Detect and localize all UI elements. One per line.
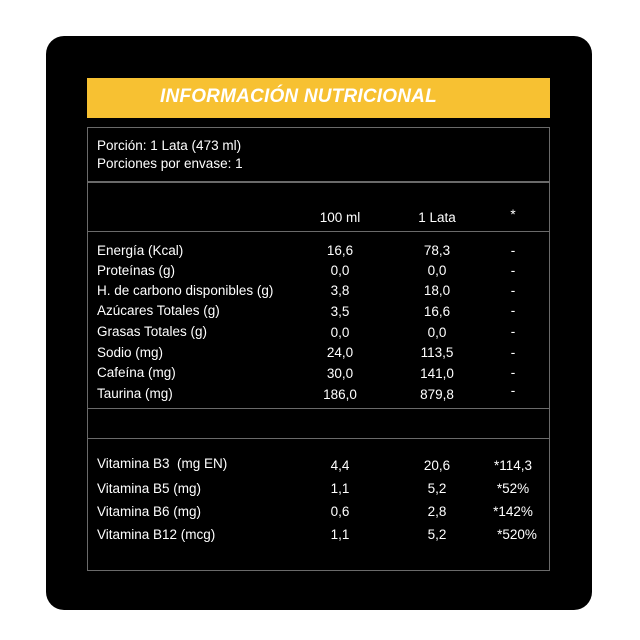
vitamin-per-can: 20,6 xyxy=(423,458,451,473)
nutrient-daily-value: - xyxy=(510,283,516,298)
vitamin-per-100ml: 0,6 xyxy=(330,504,350,519)
vitamin-per-100ml: 4,4 xyxy=(330,458,350,473)
nutrient-name: H. de carbono disponibles (g) xyxy=(97,283,274,298)
column-header-daily-value: * xyxy=(510,207,516,222)
vitamin-per-can: 2,8 xyxy=(427,504,447,519)
vitamin-daily-value: *520% xyxy=(497,527,537,542)
serving-portion: Porción: 1 Lata (473 ml) xyxy=(97,138,242,153)
nutrient-per-can: 78,3 xyxy=(423,243,451,258)
vitamin-per-100ml: 1,1 xyxy=(330,527,350,542)
nutrient-name: Sodio (mg) xyxy=(97,345,164,360)
serving-per-package: Porciones por envase: 1 xyxy=(97,156,243,171)
nutrient-per-can: 0,0 xyxy=(427,263,447,278)
vitamin-daily-value: *114,3 xyxy=(493,458,533,473)
vitamin-per-can: 5,2 xyxy=(427,481,447,496)
spacer-box xyxy=(87,408,550,439)
nutrient-per-can: 113,5 xyxy=(420,345,454,360)
nutrient-name: Taurina (mg) xyxy=(97,386,173,401)
nutrient-daily-value: - xyxy=(510,345,516,360)
nutrient-per-can: 16,6 xyxy=(423,304,451,319)
column-header-1-lata: 1 Lata xyxy=(418,210,456,225)
nutrient-per-100ml: 0,0 xyxy=(330,263,350,278)
nutrient-daily-value: - xyxy=(510,365,516,380)
serving-box xyxy=(87,127,550,182)
nutrient-daily-value: - xyxy=(510,303,516,318)
nutrient-name: Cafeína (mg) xyxy=(97,365,176,380)
vitamin-daily-value: *142% xyxy=(493,504,533,519)
nutrient-per-100ml: 30,0 xyxy=(326,366,354,381)
nutrient-per-100ml: 3,8 xyxy=(330,283,350,298)
vitamin-name: Vitamina B3 (mg EN) xyxy=(97,456,228,471)
vitamin-name: Vitamina B12 (mcg) xyxy=(97,527,216,542)
nutrient-per-100ml: 0,0 xyxy=(330,325,350,340)
nutrient-per-100ml: 186,0 xyxy=(323,387,357,402)
nutrient-per-can: 18,0 xyxy=(423,283,451,298)
vitamin-per-can: 5,2 xyxy=(427,527,447,542)
vitamin-name: Vitamina B5 (mg) xyxy=(97,481,202,496)
nutrient-name: Azúcares Totales (g) xyxy=(97,303,220,318)
nutrient-daily-value: - xyxy=(510,263,516,278)
nutrient-name: Grasas Totales (g) xyxy=(97,324,208,339)
nutrient-daily-value: - xyxy=(510,383,516,398)
vitamin-daily-value: *52% xyxy=(496,481,530,496)
vitamin-per-100ml: 1,1 xyxy=(330,481,350,496)
nutrient-name: Energía (Kcal) xyxy=(97,243,184,258)
nutrient-per-can: 141,0 xyxy=(420,366,454,381)
nutrient-per-100ml: 3,5 xyxy=(330,304,350,319)
column-header-100ml: 100 ml xyxy=(319,210,361,225)
nutrient-per-can: 0,0 xyxy=(427,325,447,340)
nutrient-daily-value: - xyxy=(510,324,516,339)
nutrient-name: Proteínas (g) xyxy=(97,263,176,278)
vitamin-name: Vitamina B6 (mg) xyxy=(97,504,202,519)
nutrient-daily-value: - xyxy=(510,243,516,258)
nutrient-per-100ml: 16,6 xyxy=(326,243,354,258)
nutrient-per-can: 879,8 xyxy=(420,387,454,402)
header-title: INFORMACIÓN NUTRICIONAL xyxy=(160,86,437,107)
nutrient-per-100ml: 24,0 xyxy=(326,345,354,360)
